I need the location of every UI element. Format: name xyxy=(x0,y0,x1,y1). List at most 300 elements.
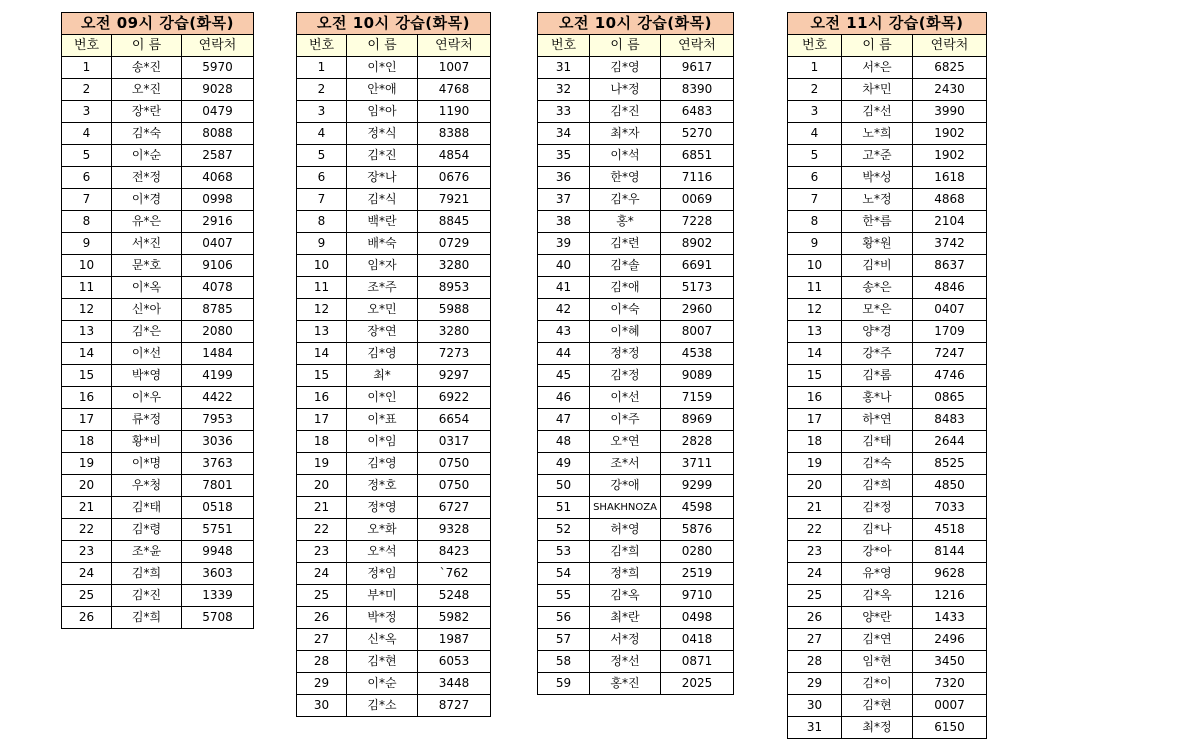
row-contact: 8902 xyxy=(661,233,734,255)
row-contact: 3763 xyxy=(182,453,254,475)
row-contact: 6053 xyxy=(418,651,491,673)
row-number: 19 xyxy=(788,453,842,475)
row-number: 29 xyxy=(297,673,347,695)
table-row xyxy=(538,255,734,277)
row-contact: 4598 xyxy=(661,497,734,519)
row-contact: 7228 xyxy=(661,211,734,233)
row-number: 16 xyxy=(788,387,842,409)
table-row xyxy=(538,409,734,431)
row-number: 12 xyxy=(297,299,347,321)
row-name: 오*화 xyxy=(347,519,418,541)
table-row xyxy=(788,541,987,563)
row-name: 조*윤 xyxy=(112,541,182,563)
row-number: 18 xyxy=(62,431,112,453)
row-number: 24 xyxy=(297,563,347,585)
row-contact: 0750 xyxy=(418,453,491,475)
row-number: 29 xyxy=(788,673,842,695)
row-name: 최*란 xyxy=(590,607,661,629)
row-number: 36 xyxy=(538,167,590,189)
row-contact: 6727 xyxy=(418,497,491,519)
table-row xyxy=(538,563,734,585)
row-number: 21 xyxy=(297,497,347,519)
row-number: 50 xyxy=(538,475,590,497)
row-name: 유*은 xyxy=(112,211,182,233)
row-number: 1 xyxy=(297,57,347,79)
row-name: 김*은 xyxy=(112,321,182,343)
table-row xyxy=(297,387,491,409)
row-name: 허*영 xyxy=(590,519,661,541)
row-name: 이*혜 xyxy=(590,321,661,343)
row-number: 1 xyxy=(62,57,112,79)
row-name: 김*숙 xyxy=(842,453,913,475)
row-number: 14 xyxy=(62,343,112,365)
row-number: 52 xyxy=(538,519,590,541)
row-name: 김*우 xyxy=(590,189,661,211)
row-contact: 6483 xyxy=(661,101,734,123)
row-contact: 2025 xyxy=(661,673,734,695)
row-number: 24 xyxy=(62,563,112,585)
table-row xyxy=(297,321,491,343)
table-row xyxy=(297,585,491,607)
row-name: 김*숙 xyxy=(112,123,182,145)
row-name: 이*명 xyxy=(112,453,182,475)
row-name: 김*희 xyxy=(112,607,182,629)
row-number: 59 xyxy=(538,673,590,695)
row-number: 51 xyxy=(538,497,590,519)
row-contact: 1007 xyxy=(418,57,491,79)
row-contact: 0418 xyxy=(661,629,734,651)
row-name: 이*선 xyxy=(112,343,182,365)
row-number: 7 xyxy=(788,189,842,211)
row-number: 30 xyxy=(297,695,347,717)
table-row xyxy=(788,145,987,167)
row-name: 이*선 xyxy=(590,387,661,409)
table-row xyxy=(788,585,987,607)
table-row xyxy=(62,519,254,541)
row-contact: 9948 xyxy=(182,541,254,563)
header-row xyxy=(788,35,987,57)
row-number: 5 xyxy=(62,145,112,167)
row-number: 10 xyxy=(62,255,112,277)
row-number: 12 xyxy=(62,299,112,321)
table-row xyxy=(62,475,254,497)
row-name: 김*롬 xyxy=(842,365,913,387)
row-name: 정*임 xyxy=(347,563,418,585)
row-name: 김*솔 xyxy=(590,255,661,277)
header-name: 이 름 xyxy=(842,35,913,57)
table-row xyxy=(297,563,491,585)
row-name: 류*정 xyxy=(112,409,182,431)
row-name: 홍*진 xyxy=(590,673,661,695)
row-contact: 9299 xyxy=(661,475,734,497)
header-number: 번호 xyxy=(538,35,590,57)
row-number: 49 xyxy=(538,453,590,475)
table-row xyxy=(297,277,491,299)
row-number: 21 xyxy=(62,497,112,519)
row-number: 3 xyxy=(297,101,347,123)
row-number: 30 xyxy=(788,695,842,717)
row-name: 최*정 xyxy=(842,717,913,739)
row-name: 이*우 xyxy=(112,387,182,409)
table-row xyxy=(788,629,987,651)
table-row xyxy=(538,277,734,299)
table-row xyxy=(788,453,987,475)
row-contact: 0007 xyxy=(913,695,987,717)
header-row xyxy=(297,35,491,57)
table-row xyxy=(297,541,491,563)
header-contact: 연락처 xyxy=(661,35,734,57)
table-row xyxy=(538,607,734,629)
table-row xyxy=(538,497,734,519)
table-row xyxy=(62,365,254,387)
row-contact: 2430 xyxy=(913,79,987,101)
row-number: 28 xyxy=(297,651,347,673)
table-row xyxy=(788,167,987,189)
table-row xyxy=(62,299,254,321)
row-contact: 0069 xyxy=(661,189,734,211)
row-name: 박*정 xyxy=(347,607,418,629)
row-number: 25 xyxy=(788,585,842,607)
header-contact: 연락처 xyxy=(418,35,491,57)
row-number: 32 xyxy=(538,79,590,101)
row-number: 58 xyxy=(538,651,590,673)
table-row xyxy=(788,607,987,629)
row-name: 임*현 xyxy=(842,651,913,673)
table-row xyxy=(62,101,254,123)
row-name: 나*정 xyxy=(590,79,661,101)
row-contact: 4850 xyxy=(913,475,987,497)
roster-table-10b xyxy=(537,12,734,695)
row-number: 31 xyxy=(538,57,590,79)
row-number: 44 xyxy=(538,343,590,365)
row-contact: 4768 xyxy=(418,79,491,101)
row-number: 23 xyxy=(297,541,347,563)
table-row xyxy=(297,79,491,101)
table-row xyxy=(297,123,491,145)
row-contact: 3742 xyxy=(913,233,987,255)
table-row xyxy=(538,211,734,233)
row-contact: 6825 xyxy=(913,57,987,79)
row-contact: 7801 xyxy=(182,475,254,497)
table-row xyxy=(788,277,987,299)
row-name: 한*영 xyxy=(590,167,661,189)
row-name: 양*경 xyxy=(842,321,913,343)
row-name: 박*성 xyxy=(842,167,913,189)
row-number: 6 xyxy=(297,167,347,189)
row-number: 17 xyxy=(788,409,842,431)
row-number: 46 xyxy=(538,387,590,409)
row-name: 강*애 xyxy=(590,475,661,497)
row-contact: 7953 xyxy=(182,409,254,431)
row-name: 황*원 xyxy=(842,233,913,255)
row-contact: 8007 xyxy=(661,321,734,343)
row-contact: 2080 xyxy=(182,321,254,343)
table-row xyxy=(62,123,254,145)
row-contact: 6691 xyxy=(661,255,734,277)
title-row xyxy=(538,13,734,35)
table-row xyxy=(62,497,254,519)
table-row xyxy=(297,365,491,387)
row-name: 이*임 xyxy=(347,431,418,453)
row-contact: 8144 xyxy=(913,541,987,563)
row-contact: 5970 xyxy=(182,57,254,79)
table-row xyxy=(788,563,987,585)
row-name: 정*희 xyxy=(590,563,661,585)
table-row xyxy=(788,409,987,431)
row-name: 김*진 xyxy=(590,101,661,123)
row-contact: 1216 xyxy=(913,585,987,607)
row-number: 15 xyxy=(62,365,112,387)
table-row xyxy=(62,409,254,431)
row-number: 11 xyxy=(297,277,347,299)
row-contact: 9089 xyxy=(661,365,734,387)
row-contact: 4518 xyxy=(913,519,987,541)
table-row xyxy=(62,563,254,585)
row-contact: 3448 xyxy=(418,673,491,695)
row-name: SHAKHNOZA xyxy=(590,497,661,519)
table-row xyxy=(538,431,734,453)
table-row xyxy=(788,189,987,211)
row-number: 9 xyxy=(297,233,347,255)
row-contact: 7116 xyxy=(661,167,734,189)
row-contact: 7921 xyxy=(418,189,491,211)
row-contact: 2916 xyxy=(182,211,254,233)
table-row xyxy=(788,519,987,541)
table-row xyxy=(62,145,254,167)
row-number: 13 xyxy=(788,321,842,343)
row-contact: 0998 xyxy=(182,189,254,211)
row-name: 오*석 xyxy=(347,541,418,563)
row-contact: 8390 xyxy=(661,79,734,101)
table-row xyxy=(538,585,734,607)
table-row xyxy=(297,475,491,497)
table-row xyxy=(297,431,491,453)
title-row xyxy=(62,13,254,35)
row-contact: 4538 xyxy=(661,343,734,365)
row-name: 김*선 xyxy=(842,101,913,123)
table-row xyxy=(62,79,254,101)
row-name: 오*진 xyxy=(112,79,182,101)
row-name: 송*은 xyxy=(842,277,913,299)
table-row xyxy=(788,79,987,101)
header-row xyxy=(62,35,254,57)
row-name: 박*영 xyxy=(112,365,182,387)
table-row xyxy=(538,321,734,343)
table-row xyxy=(788,123,987,145)
row-number: 5 xyxy=(788,145,842,167)
table-row xyxy=(788,431,987,453)
row-number: 27 xyxy=(297,629,347,651)
row-contact: 0518 xyxy=(182,497,254,519)
table-row xyxy=(788,365,987,387)
row-name: 노*희 xyxy=(842,123,913,145)
header-number: 번호 xyxy=(297,35,347,57)
header-number: 번호 xyxy=(788,35,842,57)
row-number: 8 xyxy=(297,211,347,233)
row-name: 이*순 xyxy=(112,145,182,167)
row-contact: 0750 xyxy=(418,475,491,497)
table-row xyxy=(297,343,491,365)
row-number: 3 xyxy=(788,101,842,123)
row-contact: 8483 xyxy=(913,409,987,431)
table-row xyxy=(297,673,491,695)
row-name: 강*아 xyxy=(842,541,913,563)
table-row xyxy=(788,717,987,739)
table-row xyxy=(62,387,254,409)
row-contact: 9106 xyxy=(182,255,254,277)
row-name: 송*진 xyxy=(112,57,182,79)
row-number: 23 xyxy=(62,541,112,563)
row-name: 우*청 xyxy=(112,475,182,497)
row-contact: 6654 xyxy=(418,409,491,431)
row-name: 배*숙 xyxy=(347,233,418,255)
table-title: 오전 11시 강습(화목) xyxy=(788,13,987,35)
row-number: 26 xyxy=(788,607,842,629)
table-row xyxy=(788,497,987,519)
row-name: 정*호 xyxy=(347,475,418,497)
row-number: 10 xyxy=(297,255,347,277)
row-contact: 9617 xyxy=(661,57,734,79)
row-number: 24 xyxy=(788,563,842,585)
row-name: 안*애 xyxy=(347,79,418,101)
header-name: 이 름 xyxy=(347,35,418,57)
table-row xyxy=(538,57,734,79)
row-number: 22 xyxy=(297,519,347,541)
row-number: 21 xyxy=(788,497,842,519)
table-row xyxy=(538,453,734,475)
table-row xyxy=(62,541,254,563)
row-number: 40 xyxy=(538,255,590,277)
row-number: 43 xyxy=(538,321,590,343)
row-name: 김*련 xyxy=(590,233,661,255)
table-row xyxy=(788,57,987,79)
row-name: 최* xyxy=(347,365,418,387)
row-number: 28 xyxy=(788,651,842,673)
row-contact: 0676 xyxy=(418,167,491,189)
row-number: 56 xyxy=(538,607,590,629)
row-name: 노*정 xyxy=(842,189,913,211)
row-name: 이*옥 xyxy=(112,277,182,299)
table-row xyxy=(788,321,987,343)
row-contact: 6150 xyxy=(913,717,987,739)
row-name: 부*미 xyxy=(347,585,418,607)
row-number: 23 xyxy=(788,541,842,563)
row-number: 34 xyxy=(538,123,590,145)
row-contact: 8525 xyxy=(913,453,987,475)
table-row xyxy=(538,541,734,563)
table-row xyxy=(62,431,254,453)
row-number: 20 xyxy=(62,475,112,497)
row-name: 장*란 xyxy=(112,101,182,123)
row-contact: 5173 xyxy=(661,277,734,299)
table-row xyxy=(297,453,491,475)
row-contact: 7033 xyxy=(913,497,987,519)
roster-table-09 xyxy=(61,12,254,629)
row-contact: 0729 xyxy=(418,233,491,255)
row-contact: 8969 xyxy=(661,409,734,431)
row-number: 13 xyxy=(62,321,112,343)
row-name: 김*영 xyxy=(590,57,661,79)
row-name: 서*은 xyxy=(842,57,913,79)
row-number: 20 xyxy=(297,475,347,497)
table-row xyxy=(297,519,491,541)
row-number: 4 xyxy=(62,123,112,145)
row-number: 54 xyxy=(538,563,590,585)
row-name: 김*애 xyxy=(590,277,661,299)
row-number: 48 xyxy=(538,431,590,453)
row-name: 김*현 xyxy=(842,695,913,717)
row-number: 38 xyxy=(538,211,590,233)
table-row xyxy=(297,167,491,189)
row-name: 조*서 xyxy=(590,453,661,475)
row-name: 황*비 xyxy=(112,431,182,453)
row-number: 37 xyxy=(538,189,590,211)
row-name: 하*연 xyxy=(842,409,913,431)
header-row xyxy=(538,35,734,57)
row-name: 김*식 xyxy=(347,189,418,211)
row-number: 3 xyxy=(62,101,112,123)
table-row xyxy=(297,101,491,123)
table-row xyxy=(538,629,734,651)
row-number: 4 xyxy=(297,123,347,145)
row-contact: 8637 xyxy=(913,255,987,277)
row-contact: 3036 xyxy=(182,431,254,453)
row-contact: 1987 xyxy=(418,629,491,651)
table-row xyxy=(297,695,491,717)
row-contact: 1709 xyxy=(913,321,987,343)
row-contact: 5270 xyxy=(661,123,734,145)
row-contact: 0407 xyxy=(182,233,254,255)
row-contact: 2587 xyxy=(182,145,254,167)
title-row xyxy=(788,13,987,35)
row-contact: 1339 xyxy=(182,585,254,607)
table-row xyxy=(788,475,987,497)
table-row xyxy=(62,321,254,343)
row-contact: 7159 xyxy=(661,387,734,409)
row-contact: 8953 xyxy=(418,277,491,299)
row-name: 이*표 xyxy=(347,409,418,431)
row-number: 4 xyxy=(788,123,842,145)
row-name: 문*호 xyxy=(112,255,182,277)
row-number: 57 xyxy=(538,629,590,651)
row-name: 이*경 xyxy=(112,189,182,211)
row-name: 김*옥 xyxy=(590,585,661,607)
header-name: 이 름 xyxy=(112,35,182,57)
row-name: 조*주 xyxy=(347,277,418,299)
header-number: 번호 xyxy=(62,35,112,57)
row-contact: 5751 xyxy=(182,519,254,541)
table-row xyxy=(62,233,254,255)
row-contact: 6922 xyxy=(418,387,491,409)
row-contact: `762 xyxy=(418,563,491,585)
row-number: 14 xyxy=(788,343,842,365)
table-row xyxy=(62,255,254,277)
row-contact: 1433 xyxy=(913,607,987,629)
row-name: 김*정 xyxy=(842,497,913,519)
table-row xyxy=(297,299,491,321)
row-number: 25 xyxy=(297,585,347,607)
row-name: 서*정 xyxy=(590,629,661,651)
table-row xyxy=(62,189,254,211)
row-contact: 3990 xyxy=(913,101,987,123)
row-contact: 4746 xyxy=(913,365,987,387)
row-contact: 5708 xyxy=(182,607,254,629)
row-name: 백*란 xyxy=(347,211,418,233)
row-name: 홍*나 xyxy=(842,387,913,409)
row-name: 김*영 xyxy=(347,343,418,365)
row-contact: 5248 xyxy=(418,585,491,607)
table-row xyxy=(538,343,734,365)
